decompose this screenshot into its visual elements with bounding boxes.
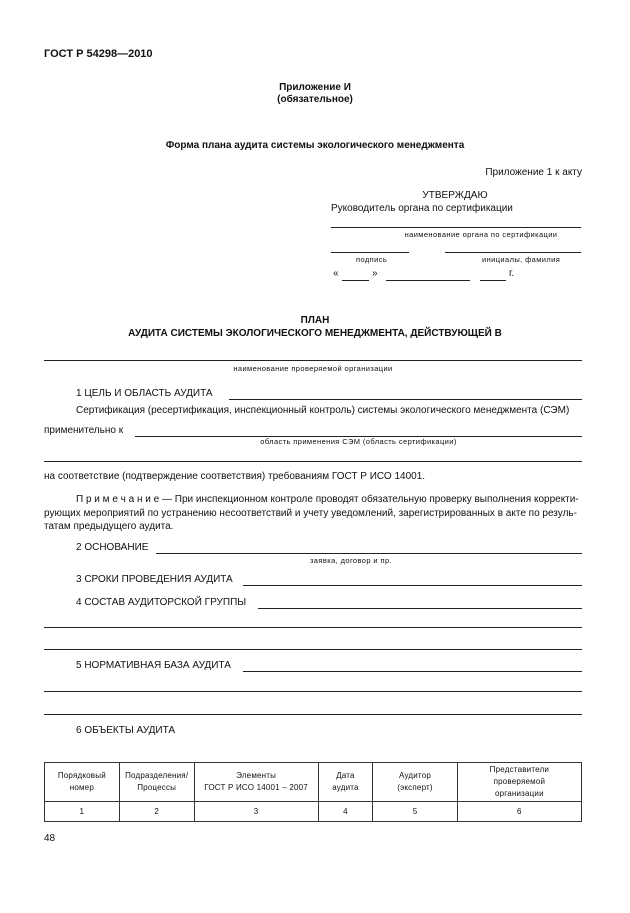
year-suffix: г. xyxy=(509,268,515,279)
col-number-4: 4 xyxy=(318,802,373,822)
scope-extra-line[interactable] xyxy=(44,461,582,462)
date-close-quote: » xyxy=(372,268,378,279)
norms-line-3[interactable] xyxy=(44,714,582,715)
applied-to-label: применительно к xyxy=(44,425,124,436)
col-header-departments: Подразделения/ Процессы xyxy=(119,763,194,802)
table-header-row xyxy=(45,763,582,802)
note-line-2: рующих мероприятий по устранению несоответствий и учету уведомлений, зарегистрированных в акте по резуль- xyxy=(44,507,577,519)
audited-org-line[interactable] xyxy=(44,360,582,361)
col-number-6: 6 xyxy=(457,802,581,822)
section-terms: 3 СРОКИ ПРОВЕДЕНИЯ АУДИТА xyxy=(76,574,233,585)
appendix-title: Приложение И xyxy=(279,82,351,93)
section-team: 4 СОСТАВ АУДИТОРСКОЙ ГРУППЫ xyxy=(76,597,247,608)
col-number-3: 3 xyxy=(194,802,318,822)
appendix-type: (обязательное) xyxy=(277,94,353,105)
basis-line[interactable] xyxy=(156,553,582,554)
note-line-1 xyxy=(76,493,579,507)
terms-line[interactable] xyxy=(243,585,582,586)
team-line[interactable] xyxy=(258,608,582,609)
col-header-date: Дата аудита xyxy=(318,763,373,802)
norms-line-2[interactable] xyxy=(44,691,582,692)
section-objects: 6 ОБЪЕКТЫ АУДИТА xyxy=(76,725,176,736)
approve-label: УТВЕРЖДАЮ xyxy=(422,190,488,201)
basis-caption: заявка, договор и пр. xyxy=(309,556,393,565)
date-open-quote: « xyxy=(333,268,339,279)
col-header-auditor: Аудитор (эксперт) xyxy=(373,763,457,802)
plan-title: ПЛАН xyxy=(300,315,330,326)
col-header-representatives: Представители проверяемой организации xyxy=(457,763,581,802)
note-text-1: — При инспекционном контроле проводят обязательную проверку выполнения корректи- xyxy=(159,494,579,505)
plan-subtitle: АУДИТА СИСТЕМЫ ЭКОЛОГИЧЕСКОГО МЕНЕДЖМЕНТА, ДЕЙСТВУЮЩЕЙ В xyxy=(128,328,502,339)
section-basis: 2 ОСНОВАНИЕ xyxy=(76,542,149,553)
col-header-elements: Элементы ГОСТ Р ИСО 14001 – 2007 xyxy=(194,763,318,802)
standard-code: ГОСТ Р 54298—2010 xyxy=(44,48,153,60)
section-goal: 1 ЦЕЛЬ И ОБЛАСТЬ АУДИТА xyxy=(76,388,213,399)
org-name-line[interactable] xyxy=(331,227,581,228)
col-header-number: Порядковый номер xyxy=(45,763,120,802)
note-label: П р и м е ч а н и е xyxy=(76,494,160,505)
audit-objects-table xyxy=(44,762,582,822)
day-line[interactable] xyxy=(342,280,369,281)
audited-org-caption: наименование проверяемой организации xyxy=(233,364,393,373)
scope-caption: область применения СЭМ (область сертификации) xyxy=(260,437,457,446)
form-title: Форма плана аудита системы экологического менеджмента xyxy=(165,140,465,151)
attachment-note: Приложение 1 к акту xyxy=(485,167,582,178)
norms-line[interactable] xyxy=(243,671,582,672)
section-norms: 5 НОРМАТИВНАЯ БАЗА АУДИТА xyxy=(76,660,231,671)
page-number: 48 xyxy=(44,833,56,844)
team-line-2[interactable] xyxy=(44,627,582,628)
col-number-2: 2 xyxy=(119,802,194,822)
year-line[interactable] xyxy=(480,280,506,281)
signature-caption: подпись xyxy=(356,255,388,264)
goal-line[interactable] xyxy=(229,399,582,400)
month-line[interactable] xyxy=(386,280,470,281)
org-name-caption: наименование органа по сертификации xyxy=(404,230,558,239)
head-of-body: Руководитель органа по сертификации xyxy=(331,203,513,214)
certification-text: Сертификация (ресертификация, инспекционный контроль) системы экологического менеджмента (СЭМ) xyxy=(76,405,570,416)
signature-line[interactable] xyxy=(331,252,409,253)
col-number-5: 5 xyxy=(373,802,457,822)
table-number-row xyxy=(45,802,582,822)
conformity-text: на соответствие (подтверждение соответствия) требованиям ГОСТ Р ИСО 14001. xyxy=(44,471,426,482)
full-name-line[interactable] xyxy=(445,252,581,253)
note-line-3: татам предыдущего аудита. xyxy=(44,521,174,532)
col-number-1: 1 xyxy=(45,802,120,822)
team-line-3[interactable] xyxy=(44,649,582,650)
full-name-caption: инициалы, фамилия xyxy=(482,255,561,264)
